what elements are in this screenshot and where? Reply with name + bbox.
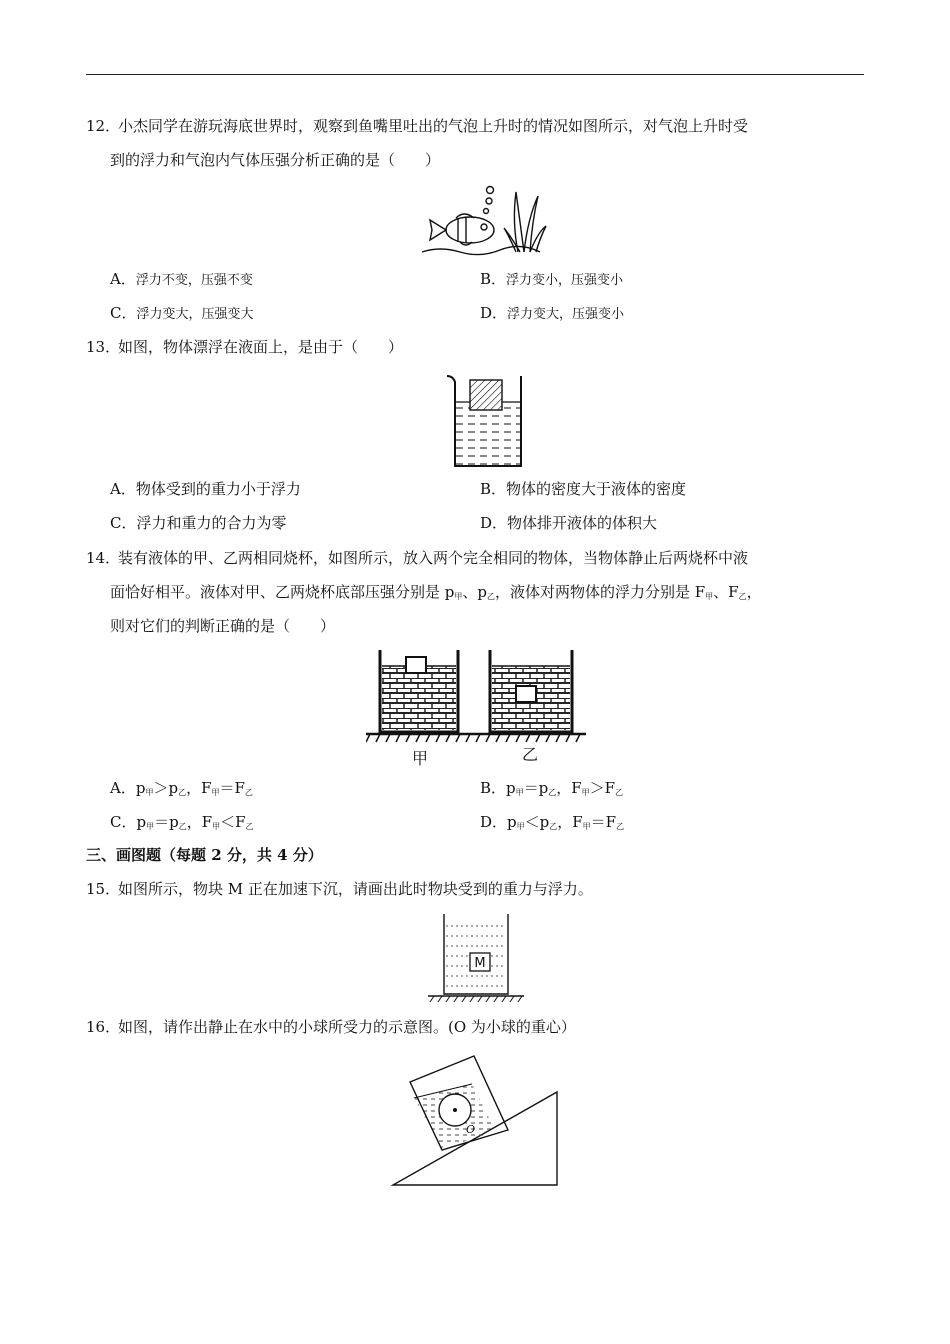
q12-stem-line1: 小杰同学在游玩海底世界时，观察到鱼嘴里吐出的气泡上升时的情况如图所示，对气泡上升时受 bbox=[118, 117, 749, 135]
header-rule bbox=[86, 74, 864, 75]
q16-stem-line1: 如图，请作出静止在水中的小球所受力的示意图。(O 为小球的重心） bbox=[118, 1018, 576, 1036]
q12-option-a: A．浮力不变，压强不变 bbox=[110, 270, 253, 288]
two-beakers-figure bbox=[366, 648, 586, 768]
q14-option-a: A．p甲＞p乙，F甲＝F乙 bbox=[110, 779, 253, 797]
q12-number: 12． bbox=[86, 117, 121, 135]
q15-stem-line1: 如图所示，物块 M 正在加速下沉，请画出此时物块受到的重力与浮力。 bbox=[118, 880, 593, 898]
q12-option-c: C．浮力变大，压强变大 bbox=[110, 304, 254, 322]
q14-option-d: D．p甲＜p乙，F甲＝F乙 bbox=[480, 813, 625, 831]
q12-option-b: B．浮力变小，压强变小 bbox=[480, 270, 624, 288]
q14-number: 14． bbox=[86, 549, 121, 567]
q14-stem-line3: 则对它们的判断正确的是（ ） bbox=[110, 617, 336, 635]
q13-stem-line1: 如图，物体漂浮在液面上，是由于（ ） bbox=[118, 338, 404, 356]
q13-option-d: D．物体排开液体的体积大 bbox=[480, 514, 658, 532]
q12-option-d: D．浮力变大，压强变小 bbox=[480, 304, 625, 322]
block-m-label: M bbox=[474, 956, 486, 971]
q15-number: 15． bbox=[86, 880, 121, 898]
q13-option-a: A．物体受到的重力小于浮力 bbox=[110, 480, 301, 498]
q14-stem-line2: 面恰好相平。液体对甲、乙两烧杯底部压强分别是 p甲、p乙，液体对两物体的浮力分别是 F甲、F乙， bbox=[110, 583, 762, 601]
sinking-block-figure bbox=[426, 910, 526, 1004]
ball-in-tilted-container-figure bbox=[390, 1048, 562, 1190]
q14-stem-line1: 装有液体的甲、乙两相同烧杯，如图所示，放入两个完全相同的物体，当物体静止后两烧杯中液 bbox=[118, 549, 749, 567]
label-jia: 甲 bbox=[412, 749, 429, 768]
q14-option-c: C．p甲＝p乙，F甲＜F乙 bbox=[110, 813, 254, 831]
q13-number: 13． bbox=[86, 338, 121, 356]
q13-option-c: C．浮力和重力的合力为零 bbox=[110, 514, 287, 532]
floating-block-beaker-figure bbox=[443, 372, 529, 470]
q12-stem-line2: 到的浮力和气泡内气体压强分析正确的是（ ） bbox=[110, 151, 441, 169]
q13-option-b: B．物体的密度大于液体的密度 bbox=[480, 480, 687, 498]
label-yi: 乙 bbox=[522, 745, 539, 764]
fish-bubble-figure bbox=[420, 182, 552, 260]
q16-number: 16． bbox=[86, 1018, 121, 1036]
center-o-label: O bbox=[466, 1123, 476, 1136]
section-3-heading: 三、画图题（每题 2 分，共 4 分） bbox=[86, 846, 323, 864]
q14-option-b: B．p甲＝p乙，F甲＞F乙 bbox=[480, 779, 624, 797]
